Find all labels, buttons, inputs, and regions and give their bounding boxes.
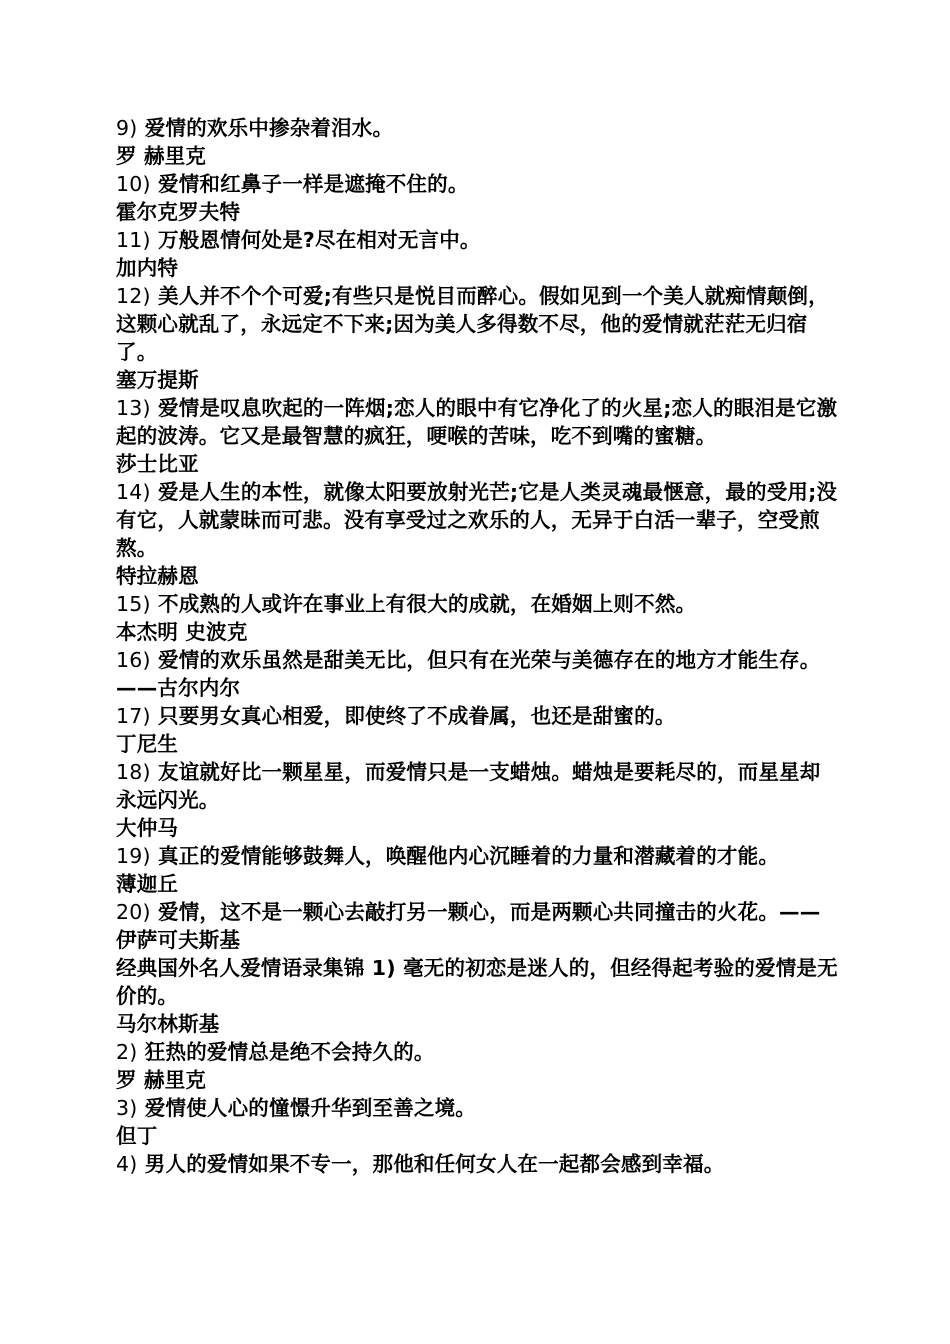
quote-line	[116, 702, 840, 730]
line-text: 塞万提斯	[116, 368, 199, 392]
attribution-line	[116, 1010, 840, 1038]
line-text: 大仲马	[116, 816, 179, 840]
attribution-line	[116, 198, 840, 226]
quote-number: 9)	[116, 116, 138, 140]
quote-number: 3)	[116, 1096, 138, 1120]
line-text: 霍尔克罗夫特	[116, 200, 241, 224]
attribution-line	[116, 1066, 840, 1094]
line-text: 爱情的欢乐中掺杂着泪水。	[144, 116, 394, 140]
quote-number: 2)	[116, 1040, 138, 1064]
attribution-line	[116, 450, 840, 478]
line-text: 爱是人生的本性，就像太阳要放射光芒;它是人类灵魂最惬意，最的受用;没有它，人就蒙昧而可悲。没有享受过之欢乐的人，无异于白活一辈子，空受煎熬。	[116, 480, 838, 560]
quote-line	[116, 898, 840, 954]
line-text: 罗 赫里克	[116, 144, 207, 168]
line-text: 加内特	[116, 256, 179, 280]
line-text: 万般恩情何处是?尽在相对无言中。	[158, 228, 481, 252]
line-text: 经典国外名人爱情语录集锦 1) 毫无的初恋是迷人的，但经得起考验的爱情是无价的。	[116, 956, 838, 1008]
line-text: 但丁	[116, 1124, 158, 1148]
line-text: 爱情使人心的憧憬升华到至善之境。	[144, 1096, 476, 1120]
attribution-line	[116, 1122, 840, 1150]
line-text: 狂热的爱情总是绝不会持久的。	[144, 1040, 435, 1064]
line-text: 爱情，这不是一颗心去敲打另一颗心，而是两颗心共同撞击的火花。——伊萨可夫斯基	[116, 900, 821, 952]
line-text: 友谊就好比一颗星星，而爱情只是一支蜡烛。蜡烛是要耗尽的，而星星却永远闪光。	[116, 760, 821, 812]
quote-line	[116, 394, 840, 450]
line-text: 美人并不个个可爱;有些只是悦目而醉心。假如见到一个美人就痴情颠倒，这颗心就乱了，永远定不下来;因为美人多得数不尽，他的爱情就茫茫无归宿了。	[116, 284, 829, 364]
quote-line	[116, 1094, 840, 1122]
line-text: 爱情和红鼻子一样是遮掩不住的。	[158, 172, 469, 196]
line-text: 丁尼生	[116, 732, 179, 756]
quote-number: 11)	[116, 228, 151, 252]
quote-line	[116, 646, 840, 702]
line-text: 特拉赫恩	[116, 564, 199, 588]
quote-line	[116, 842, 840, 870]
line-text: 爱情是叹息吹起的一阵烟;恋人的眼中有它净化了的火星;恋人的眼泪是它激起的波涛。它又是最智慧的疯狂，哽喉的苦味，吃不到嘴的蜜糖。	[116, 396, 838, 448]
quote-number: 20)	[116, 900, 151, 924]
document-body	[116, 114, 840, 1178]
line-text: 只要男女真心相爱，即使终了不成眷属，也还是甜蜜的。	[158, 704, 676, 728]
quote-line	[116, 282, 840, 366]
quote-line	[116, 590, 840, 618]
line-text: 本杰明 史波克	[116, 620, 248, 644]
attribution-line	[116, 142, 840, 170]
quote-number: 13)	[116, 396, 151, 420]
quote-line	[116, 170, 840, 198]
quote-number: 4)	[116, 1152, 138, 1176]
quote-line	[116, 1038, 840, 1066]
attribution-line	[116, 254, 840, 282]
quote-number: 17)	[116, 704, 151, 728]
line-text: 爱情的欢乐虽然是甜美无比，但只有在光荣与美德存在的地方才能生存。——古尔内尔	[116, 648, 821, 700]
quote-line	[116, 114, 840, 142]
attribution-line	[116, 366, 840, 394]
line-text: 真正的爱情能够鼓舞人，唤醒他内心沉睡着的力量和潜藏着的才能。	[158, 844, 780, 868]
line-text: 薄迦丘	[116, 872, 179, 896]
quote-line	[116, 478, 840, 562]
quote-number: 19)	[116, 844, 151, 868]
quote-number: 10)	[116, 172, 151, 196]
quote-number: 18)	[116, 760, 151, 784]
line-text: 马尔林斯基	[116, 1012, 220, 1036]
quote-number: 15)	[116, 592, 151, 616]
line-text: 男人的爱情如果不专一，那他和任何女人在一起都会感到幸福。	[144, 1152, 725, 1176]
quote-line	[116, 1150, 840, 1178]
line-text: 罗 赫里克	[116, 1068, 207, 1092]
quote-line	[116, 226, 840, 254]
quote-line	[116, 758, 840, 814]
attribution-line	[116, 814, 840, 842]
line-text: 莎士比亚	[116, 452, 199, 476]
line-text: 不成熟的人或许在事业上有很大的成就，在婚姻上则不然。	[158, 592, 697, 616]
attribution-line	[116, 954, 840, 1010]
attribution-line	[116, 730, 840, 758]
quote-number: 12)	[116, 284, 151, 308]
attribution-line	[116, 618, 840, 646]
quote-number: 16)	[116, 648, 151, 672]
quote-number: 14)	[116, 480, 151, 504]
attribution-line	[116, 870, 840, 898]
attribution-line	[116, 562, 840, 590]
